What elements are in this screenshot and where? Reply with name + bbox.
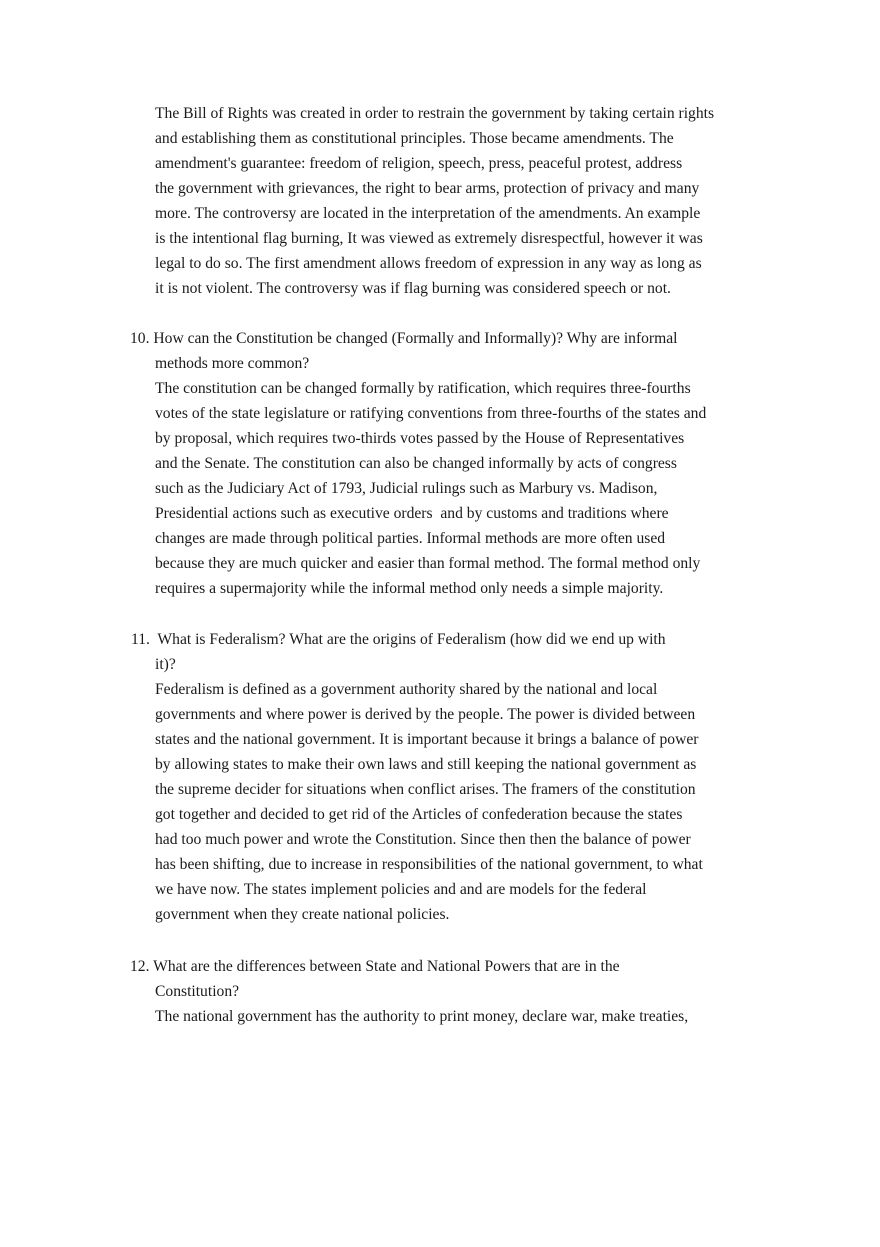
intro-line: it is not violent. The controversy was if flag burning was considered speech or not. [155,280,671,297]
intro-line: the government with grievances, the right to bear arms, protection of privacy and many [155,180,700,197]
answer-10-line: votes of the state legislature or ratifying conventions from three-fourths of the states and [155,405,707,422]
answer-11-line: governments and where power is derived by the people. The power is divided between [155,706,696,723]
question-12-heading: 12. What are the differences between State and National Powers that are in the [130,958,620,975]
intro-line: is the intentional flag burning, It was viewed as extremely disrespectful, however it was [155,230,703,247]
answer-10-line: changes are made through political parties. Informal methods are more often used [155,530,666,547]
answer-11-line: we have now. The states implement policies and and are models for the federal [155,881,647,898]
answer-11-line: had too much power and wrote the Constitution. Since then then the balance of power [155,831,691,848]
question-12-heading-cont: Constitution? [155,983,240,1000]
answer-11-line: by allowing states to make their own laws and still keeping the national government as [155,756,697,773]
answer-10-line: because they are much quicker and easier than formal method. The formal method only [155,555,701,572]
intro-line: amendment's guarantee: freedom of religion, speech, press, peaceful protest, address [155,155,683,172]
intro-line: more. The controversy are located in the interpretation of the amendments. An example [155,205,701,222]
answer-11-line: states and the national government. It is important because it brings a balance of power [155,731,699,748]
intro-line: legal to do so. The first amendment allows freedom of expression in any way as long as [155,255,702,272]
intro-line: The Bill of Rights was created in order to restrain the government by taking certain rights [155,105,715,122]
answer-11-line: Federalism is defined as a government authority shared by the national and local [155,681,658,698]
answer-10-line: requires a supermajority while the informal method only needs a simple majority. [155,580,664,597]
answer-11-line: has been shifting, due to increase in responsibilities of the national government, to what [155,856,703,873]
answer-10-line: Presidential actions such as executive orders and by customs and traditions where [155,505,669,522]
answer-11-line: the supreme decider for situations when conflict arises. The framers of the constitution [155,781,696,798]
question-11-heading: 11. What is Federalism? What are the origins of Federalism (how did we end up with [131,631,666,648]
question-10-heading-cont: methods more common? [155,355,310,372]
answer-11-line: government when they create national policies. [155,906,450,923]
intro-line: and establishing them as constitutional principles. Those became amendments. The [155,130,674,147]
answer-10-line: The constitution can be changed formally by ratification, which requires three-fourths [155,380,691,397]
answer-10-line: and the Senate. The constitution can also be changed informally by acts of congress [155,455,677,472]
question-11-heading-cont: it)? [155,656,176,673]
answer-10-line: by proposal, which requires two-thirds votes passed by the House of Representatives [155,430,685,447]
question-10-heading: 10. How can the Constitution be changed (Formally and Informally)? Why are informal [130,330,678,347]
answer-10-line: such as the Judiciary Act of 1793, Judicial rulings such as Marbury vs. Madison, [155,480,658,497]
answer-12-line: The national government has the authority to print money, declare war, make treaties, [155,1008,689,1025]
answer-11-line: got together and decided to get rid of the Articles of confederation because the states [155,806,683,823]
